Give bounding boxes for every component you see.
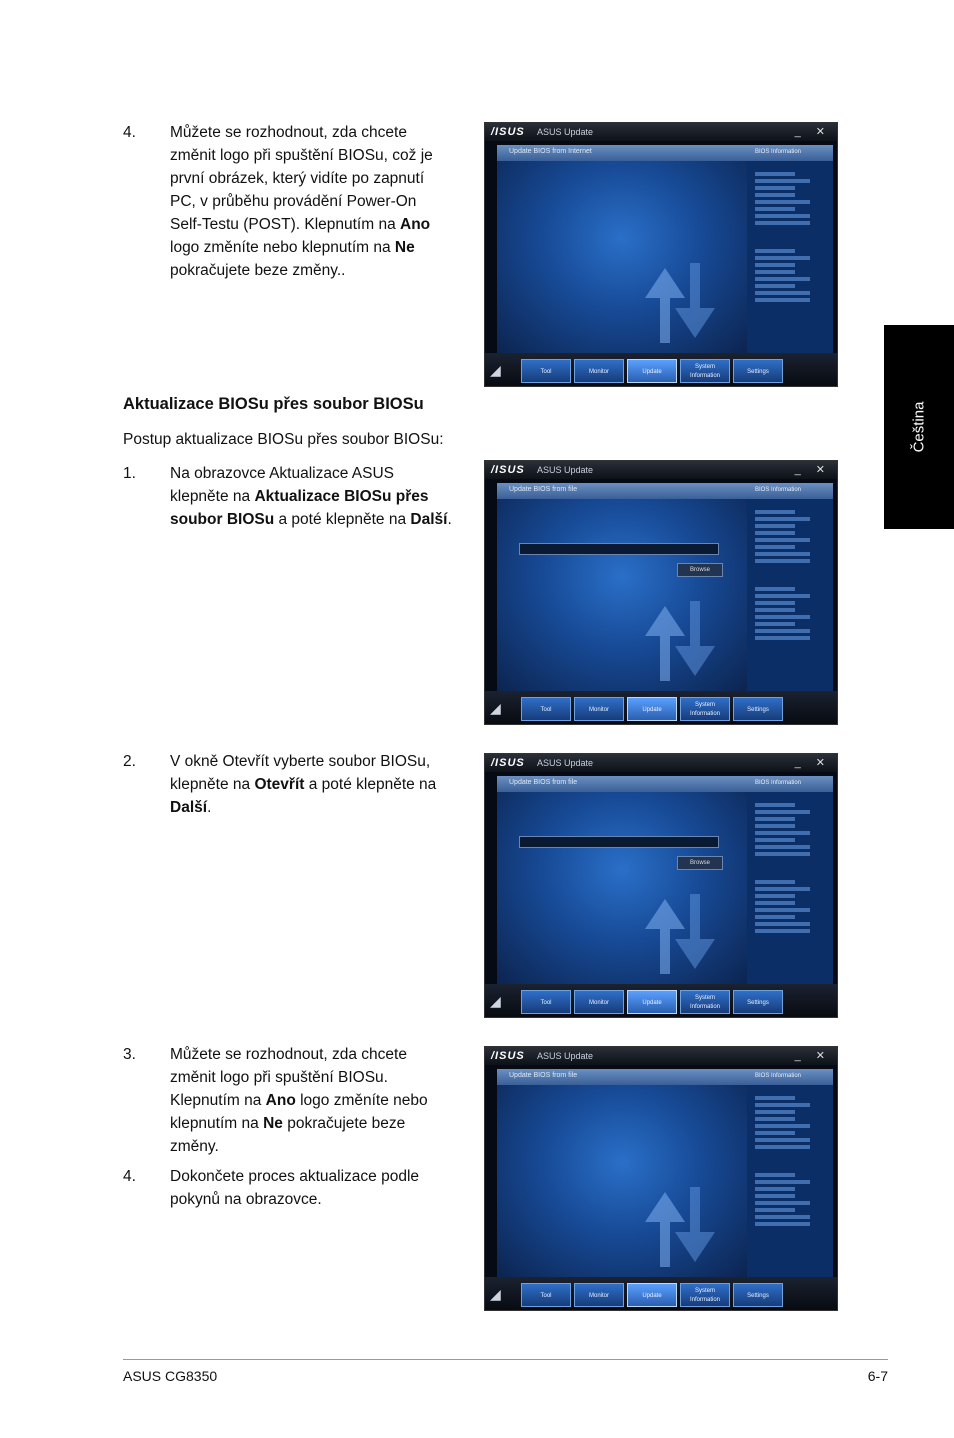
- step-number: 4.: [123, 124, 136, 141]
- nav-tool[interactable]: Tool: [521, 990, 571, 1014]
- window-title: ASUS Update: [537, 758, 594, 768]
- nav-system-information[interactable]: System Information: [680, 1283, 730, 1307]
- nav-update[interactable]: Update: [627, 697, 677, 721]
- title-bar: [485, 754, 837, 772]
- title-bar: [485, 461, 837, 479]
- asus-update-window: [484, 122, 838, 387]
- page-number: 6-7: [867, 1368, 888, 1384]
- asus-nav-icon: ◢: [490, 993, 501, 1009]
- update-panel: [497, 145, 747, 353]
- title-bar: [485, 1047, 837, 1065]
- title-bar: [485, 123, 837, 141]
- nav-tool[interactable]: Tool: [521, 359, 571, 383]
- window-title: ASUS Update: [537, 465, 594, 475]
- browse-button[interactable]: Browse: [677, 856, 723, 870]
- panel-header: Update BIOS from file: [497, 483, 747, 499]
- bios-info-panel: [747, 776, 833, 984]
- nav-monitor[interactable]: Monitor: [574, 697, 624, 721]
- window-controls[interactable]: _ ✕: [794, 464, 831, 476]
- asus-update-window: [484, 460, 838, 725]
- nav-monitor[interactable]: Monitor: [574, 359, 624, 383]
- nav-bar: [485, 353, 837, 387]
- nav-update[interactable]: Update: [627, 1283, 677, 1307]
- asus-nav-icon: ◢: [490, 362, 501, 378]
- language-tab: Čeština: [884, 325, 954, 529]
- step-4b-text: Dokončete proces aktualizace podle pokynů na obrazovce.: [170, 1168, 420, 1208]
- window-title: ASUS Update: [537, 127, 594, 137]
- asus-nav-icon: ◢: [490, 700, 501, 716]
- step-number: 4.: [123, 1168, 136, 1185]
- step-number: 1.: [123, 465, 136, 482]
- step-4a-text: Můžete se rozhodnout, zda chcete změnit logo při spuštění BIOSu, což je první obrázek, který vidíte po zapnutí PC, v průběhu provádění Power-On Self-Testu (POST). Klepnutím na Ano logo změníte nebo klepnutím na Ne pokračujete beze změny..: [170, 124, 433, 279]
- asus-logo: /ISUS: [491, 757, 525, 769]
- bios-info-panel: [747, 145, 833, 353]
- footer-divider: [123, 1359, 888, 1360]
- step-number: 3.: [123, 1046, 136, 1063]
- nav-tool[interactable]: Tool: [521, 697, 571, 721]
- step-3-text: Můžete se rozhodnout, zda chcete změnit logo při spuštění BIOSu. Klepnutím na Ano logo změníte nebo klepnutím na Ne pokračujete beze změny.: [170, 1046, 428, 1155]
- asus-update-window: [484, 1046, 838, 1311]
- nav-monitor[interactable]: Monitor: [574, 990, 624, 1014]
- bios-file-path[interactable]: [519, 836, 719, 848]
- update-panel: [497, 776, 747, 984]
- nav-update[interactable]: Update: [627, 990, 677, 1014]
- info-header: BIOS Information: [747, 776, 833, 792]
- panel-header: Update BIOS from Internet: [497, 145, 747, 161]
- nav-settings[interactable]: Settings: [733, 990, 783, 1014]
- update-panel: [497, 1069, 747, 1277]
- info-lines: [755, 1093, 825, 1229]
- footer-model: ASUS CG8350: [123, 1368, 218, 1384]
- nav-settings[interactable]: Settings: [733, 697, 783, 721]
- info-lines: [755, 800, 825, 936]
- nav-update[interactable]: Update: [627, 359, 677, 383]
- nav-bar: [485, 1277, 837, 1311]
- asus-logo: /ISUS: [491, 1050, 525, 1062]
- section-heading: Aktualizace BIOSu přes soubor BIOSu: [123, 395, 424, 413]
- nav-system-information[interactable]: System Information: [680, 359, 730, 383]
- nav-settings[interactable]: Settings: [733, 359, 783, 383]
- step-2-text: V okně Otevřít vyberte soubor BIOSu, klepněte na Otevřít a poté klepněte na Další.: [170, 753, 437, 816]
- info-lines: [755, 507, 825, 643]
- panel-header: Update BIOS from file: [497, 776, 747, 792]
- info-lines: [755, 169, 825, 305]
- nav-system-information[interactable]: System Information: [680, 990, 730, 1014]
- update-arrows-icon: [635, 894, 725, 974]
- bios-file-path[interactable]: [519, 543, 719, 555]
- asus-logo: /ISUS: [491, 464, 525, 476]
- window-controls[interactable]: _ ✕: [794, 126, 831, 138]
- window-controls[interactable]: _ ✕: [794, 1050, 831, 1062]
- nav-bar: [485, 984, 837, 1018]
- info-header: BIOS Information: [747, 483, 833, 499]
- window-title: ASUS Update: [537, 1051, 594, 1061]
- bios-info-panel: [747, 483, 833, 691]
- asus-update-window: [484, 753, 838, 1018]
- info-header: BIOS Information: [747, 145, 833, 161]
- step-number: 2.: [123, 753, 136, 770]
- nav-settings[interactable]: Settings: [733, 1283, 783, 1307]
- bios-info-panel: [747, 1069, 833, 1277]
- nav-monitor[interactable]: Monitor: [574, 1283, 624, 1307]
- intro-text: Postup aktualizace BIOSu přes soubor BIOSu:: [123, 431, 444, 448]
- nav-tool[interactable]: Tool: [521, 1283, 571, 1307]
- update-arrows-icon: [635, 1187, 725, 1267]
- browse-button[interactable]: Browse: [677, 563, 723, 577]
- panel-header: Update BIOS from file: [497, 1069, 747, 1085]
- nav-system-information[interactable]: System Information: [680, 697, 730, 721]
- update-arrows-icon: [635, 601, 725, 681]
- nav-bar: [485, 691, 837, 725]
- info-header: BIOS Information: [747, 1069, 833, 1085]
- asus-nav-icon: ◢: [490, 1286, 501, 1302]
- step-1-text: Na obrazovce Aktualizace ASUS klepněte na Aktualizace BIOSu přes soubor BIOSu a poté klepněte na Další.: [170, 465, 452, 528]
- update-arrows-icon: [635, 263, 725, 343]
- update-panel: [497, 483, 747, 691]
- asus-logo: /ISUS: [491, 126, 525, 138]
- window-controls[interactable]: _ ✕: [794, 757, 831, 769]
